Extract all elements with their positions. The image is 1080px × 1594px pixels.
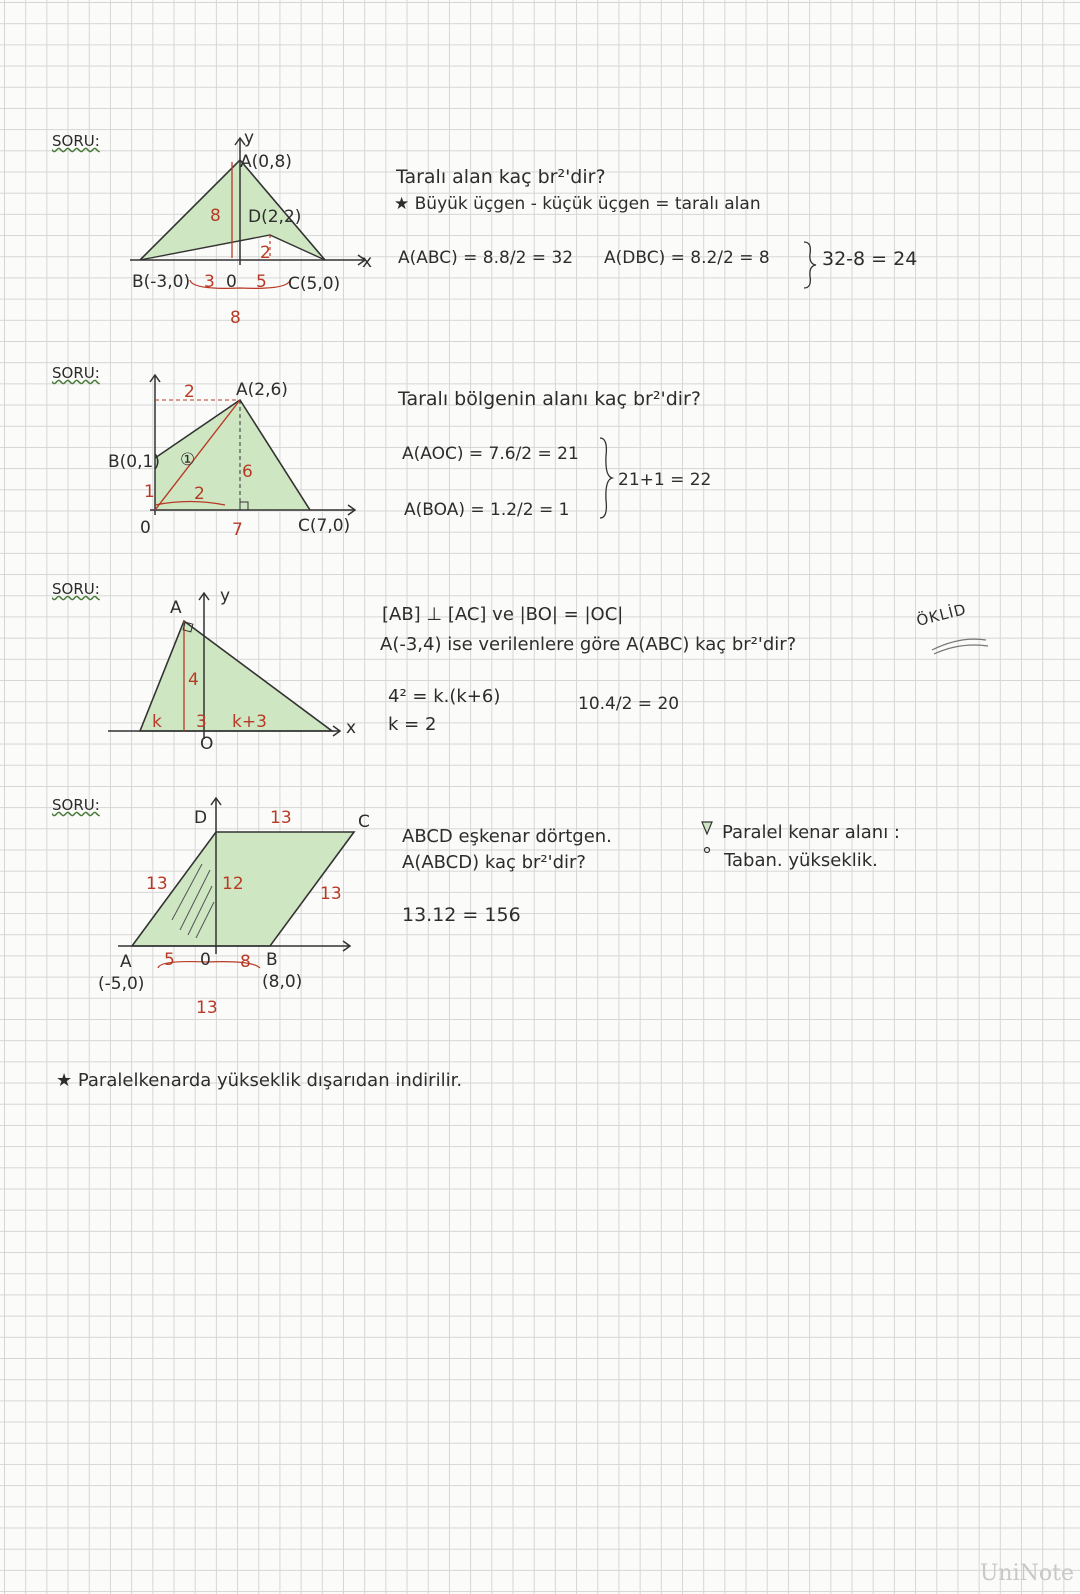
p3-tag-scribble — [930, 632, 990, 656]
p4-note-line-2: Taban. yükseklik. — [724, 850, 878, 871]
p2-question: Taralı bölgenin alanı kaç br²'dir? — [398, 388, 701, 410]
p4-coord-b-label: (8,0) — [262, 972, 303, 992]
p4-len-5-label: 5 — [164, 950, 175, 970]
watermark-logo: UniNote — [979, 1561, 1074, 1586]
p3-calc-3: 10.4/2 = 20 — [578, 694, 680, 714]
p1-point-c-label: C(5,0) — [288, 274, 341, 294]
p2-len-2-label: 2 — [194, 484, 205, 504]
p4-question-line-1: ABCD eşkenar dörtgen. — [402, 826, 612, 847]
p4-calc: 13.12 = 156 — [402, 904, 521, 926]
p1-base-8-label: 8 — [230, 308, 241, 328]
p2-len-6-label: 6 — [242, 462, 253, 482]
p4-origin-label: 0 — [200, 950, 211, 970]
p3-point-a-label: A — [170, 598, 182, 618]
p2-len-2-top-label: 2 — [184, 382, 195, 402]
p3-len-3-label: 3 — [196, 712, 207, 732]
problem-3-label: SORU: — [52, 580, 100, 598]
p1-calc-2: A(DBC) = 8.2/2 = 8 — [604, 248, 770, 268]
problem-4-label: SORU: — [52, 796, 100, 814]
p3-calc-1: 4² = k.(k+6) — [388, 686, 501, 707]
p2-origin-label: 0 — [140, 518, 151, 538]
p3-statement: [AB] ⊥ [AC] ve |BO| = |OC| — [382, 604, 624, 625]
p4-point-b-label: B — [266, 950, 278, 970]
p4-point-d-label: D — [194, 808, 208, 828]
p2-calc-2: A(BOA) = 1.2/2 = 1 — [404, 500, 570, 520]
p1-len-5-label: 5 — [256, 272, 267, 292]
p4-len-13-right-label: 13 — [320, 884, 342, 904]
p1-origin-label: 0 — [226, 272, 237, 292]
p1-brace — [800, 240, 820, 290]
p3-tag-oklid: ÖKLİD — [914, 600, 969, 630]
p3-len-k3-label: k+3 — [232, 712, 267, 732]
p4-len-8-label: 8 — [240, 952, 251, 972]
p1-result: 32-8 = 24 — [822, 248, 918, 270]
p4-len-13-base-label: 13 — [196, 998, 218, 1018]
footer-note: ★ Paralelkenarda yükseklik dışarıdan indirilir. — [56, 1070, 463, 1091]
p1-len-3-label: 3 — [204, 272, 215, 292]
p1-calc-1: A(ABC) = 8.8/2 = 32 — [398, 248, 574, 268]
p1-axis-x-label: x — [362, 252, 373, 272]
p4-point-c-label: C — [358, 812, 370, 832]
p2-point-b-label: B(0,1) — [108, 452, 160, 472]
p2-len-1-label: 1 — [144, 482, 155, 502]
p3-calc-2: k = 2 — [388, 714, 437, 735]
p4-coord-a-label: (-5,0) — [98, 974, 145, 994]
p2-brace — [596, 436, 616, 520]
p1-len-2-label: 2 — [260, 243, 271, 263]
p2-point-c-label: C(7,0) — [298, 516, 351, 536]
p1-point-b-label: B(-3,0) — [132, 272, 191, 292]
p2-point-a-label: A(2,6) — [236, 380, 288, 400]
p1-height-8-label: 8 — [210, 206, 221, 226]
p1-point-a-label: A(0,8) — [240, 152, 292, 172]
p3-axis-y-label: y — [220, 586, 231, 606]
p3-origin-label: O — [200, 734, 214, 754]
p4-question-line-2: A(ABCD) kaç br²'dir? — [402, 852, 586, 873]
p1-axis-y-label: y — [244, 128, 255, 148]
p1-point-d-label: D(2,2) — [248, 207, 302, 227]
p2-result: 21+1 = 22 — [618, 470, 712, 490]
p1-hint: ★ Büyük üçgen - küçük üçgen = taralı alan — [394, 194, 761, 214]
p3-axis-x-label: x — [346, 718, 357, 738]
problem-2-label: SORU: — [52, 364, 100, 382]
p3-len-k-label: k — [152, 712, 162, 732]
problem-3-figure — [100, 585, 360, 745]
p2-len-7-label: 7 — [232, 520, 243, 540]
p4-len-12-label: 12 — [222, 874, 244, 894]
p4-note-marker-icon — [700, 820, 714, 860]
p2-region-1-label: ① — [180, 450, 196, 470]
p4-len-13-left-label: 13 — [146, 874, 168, 894]
p1-question: Taralı alan kaç br²'dir? — [396, 166, 606, 188]
problem-1-label: SORU: — [52, 132, 100, 150]
p3-question: A(-3,4) ise verilenlere göre A(ABC) kaç br²'dir? — [380, 634, 797, 655]
p4-note-line-1: Paralel kenar alanı : — [722, 822, 900, 843]
p3-len-4-label: 4 — [188, 670, 199, 690]
p4-len-13-top-label: 13 — [270, 808, 292, 828]
p4-point-a-label: A — [120, 952, 132, 972]
p2-calc-1: A(AOC) = 7.6/2 = 21 — [402, 444, 579, 464]
